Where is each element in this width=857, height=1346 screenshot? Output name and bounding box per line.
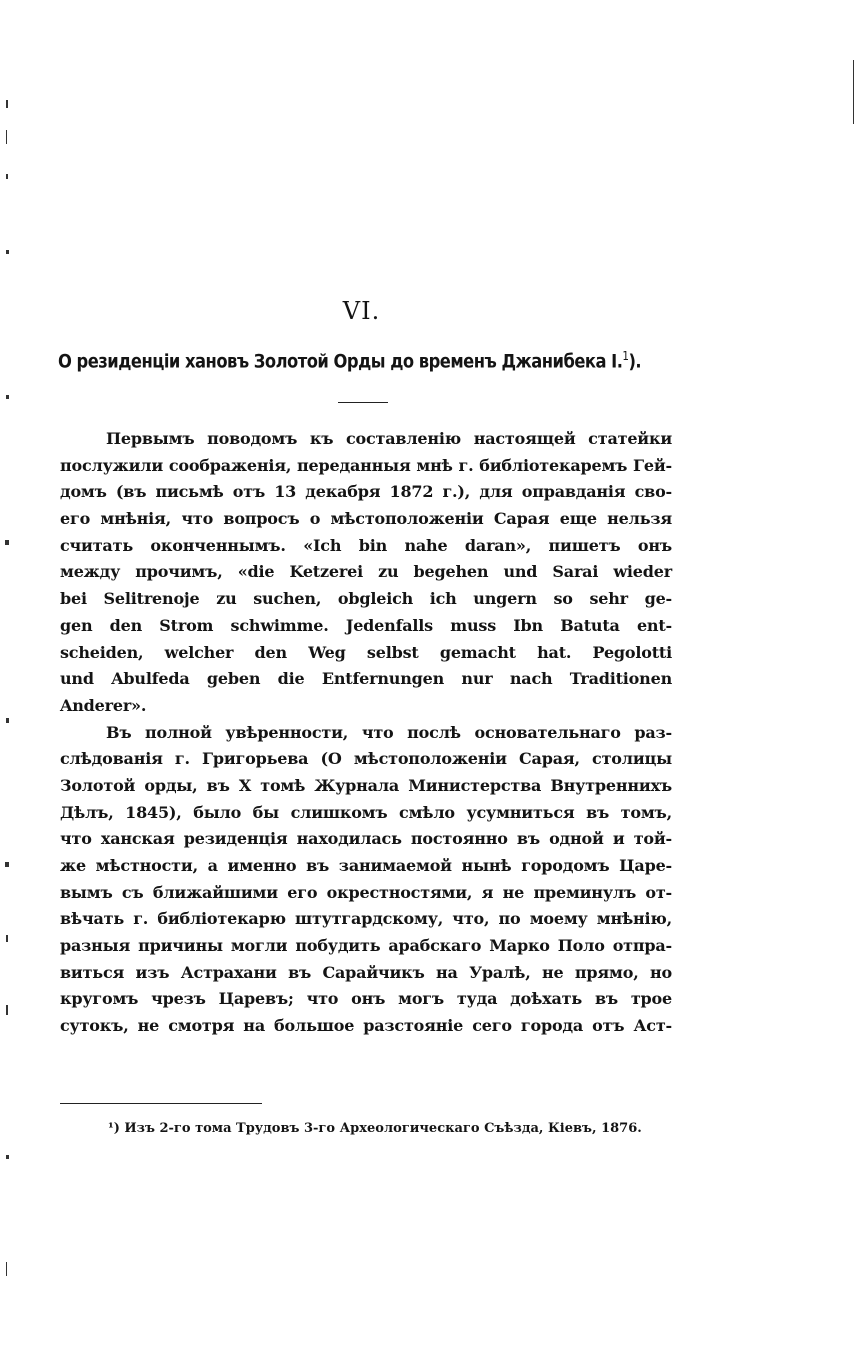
text-line: между прочимъ, «die Ketzerei zu begehen und Sarai wieder [60,562,672,582]
text-line: слѣдованія г. Григорьева (О мѣстоположеніи Сарая, столицы [60,749,672,769]
text-line: кругомъ чрезъ Царевъ; что онъ могъ туда доѣхать въ трое [60,989,672,1009]
chapter-number: VI. [342,297,381,325]
chapter-title [58,349,642,373]
text-line: Золотой орды, въ X томѣ Журнала Министерства Внутреннихъ [60,775,672,795]
scan-artifact [6,1155,9,1159]
title-divider [338,402,388,403]
scan-artifact [6,718,9,723]
text-line: вымъ съ ближайшими его окрестностями, я не преминулъ от- [60,882,672,902]
body-text [60,426,672,1040]
text-line: вѣчать г. библіотекарю штутгардскому, что, по моему мнѣнію, [60,909,672,929]
scan-artifact [6,174,8,179]
scan-artifact [6,395,9,399]
footnote-reference: 1 [622,349,629,363]
scan-artifact [6,100,8,108]
scan-artifact [6,935,8,942]
text-line: что ханская резиденція находилась постоянно въ одной и той- [60,829,672,849]
chapter-title-end: ). [628,350,642,373]
scan-artifact [853,60,854,124]
text-line: послужили соображенія, переданныя мнѣ г. библіотекаремъ Гей- [60,455,672,475]
text-line: же мѣстности, а именно въ занимаемой нынѣ городомъ Царе- [60,856,672,875]
text-line: Первымъ поводомъ къ составленію настоящей статейки [106,429,672,448]
footnote-divider [60,1103,262,1104]
scan-artifact [6,1262,7,1276]
text-line: виться изъ Астрахани въ Сарайчикъ на Уралѣ, не прямо, но [60,962,672,982]
footnote-marker: ¹) [108,1121,120,1136]
scan-artifact [6,1005,8,1015]
scan-artifact [5,540,9,545]
text-line: Дѣлъ, 1845), было бы слишкомъ смѣло усумниться въ томъ, [60,802,672,822]
text-line: gen den Strom schwimme. Jedenfalls muss Ibn Batuta ent- [60,615,672,635]
text-line: сутокъ, не смотря на большое разстояніе сего города отъ Аст- [60,1016,672,1036]
text-line: считать оконченнымъ. «Ich bin nahe daran», пишетъ онъ [60,535,672,555]
text-line: Въ полной увѣренности, что послѣ основательнаго раз- [106,722,672,742]
text-line: Anderer». [60,695,147,715]
scan-artifact [6,130,7,144]
scan-artifact [5,862,9,867]
footnote [108,1121,668,1136]
text-line: und Abulfeda geben die Entfernungen nur nach Traditionen [60,669,672,689]
text-line: домъ (въ письмѣ отъ 13 декабря 1872 г.), для оправданія сво- [60,482,672,502]
text-line: scheiden, welcher den Weg selbst gemacht hat. Pegolotti [60,642,672,662]
text-line: его мнѣнія, что вопросъ о мѣстоположеніи Сарая еще нельзя [60,509,672,529]
text-line: разныя причины могли побудить арабскаго Марко Поло отпра- [60,936,672,956]
footnote-text: Изъ 2-го тома Трудовъ 3-го Археологическаго Съѣзда, Кіевъ, 1876. [124,1121,642,1136]
chapter-title-text: О резиденціи хановъ Золотой Орды до временъ Джанибека I. [58,350,623,373]
text-line: bei Selitrenoje zu suchen, obgleich ich ungern so sehr ge- [60,589,672,609]
scan-artifact [6,250,9,254]
